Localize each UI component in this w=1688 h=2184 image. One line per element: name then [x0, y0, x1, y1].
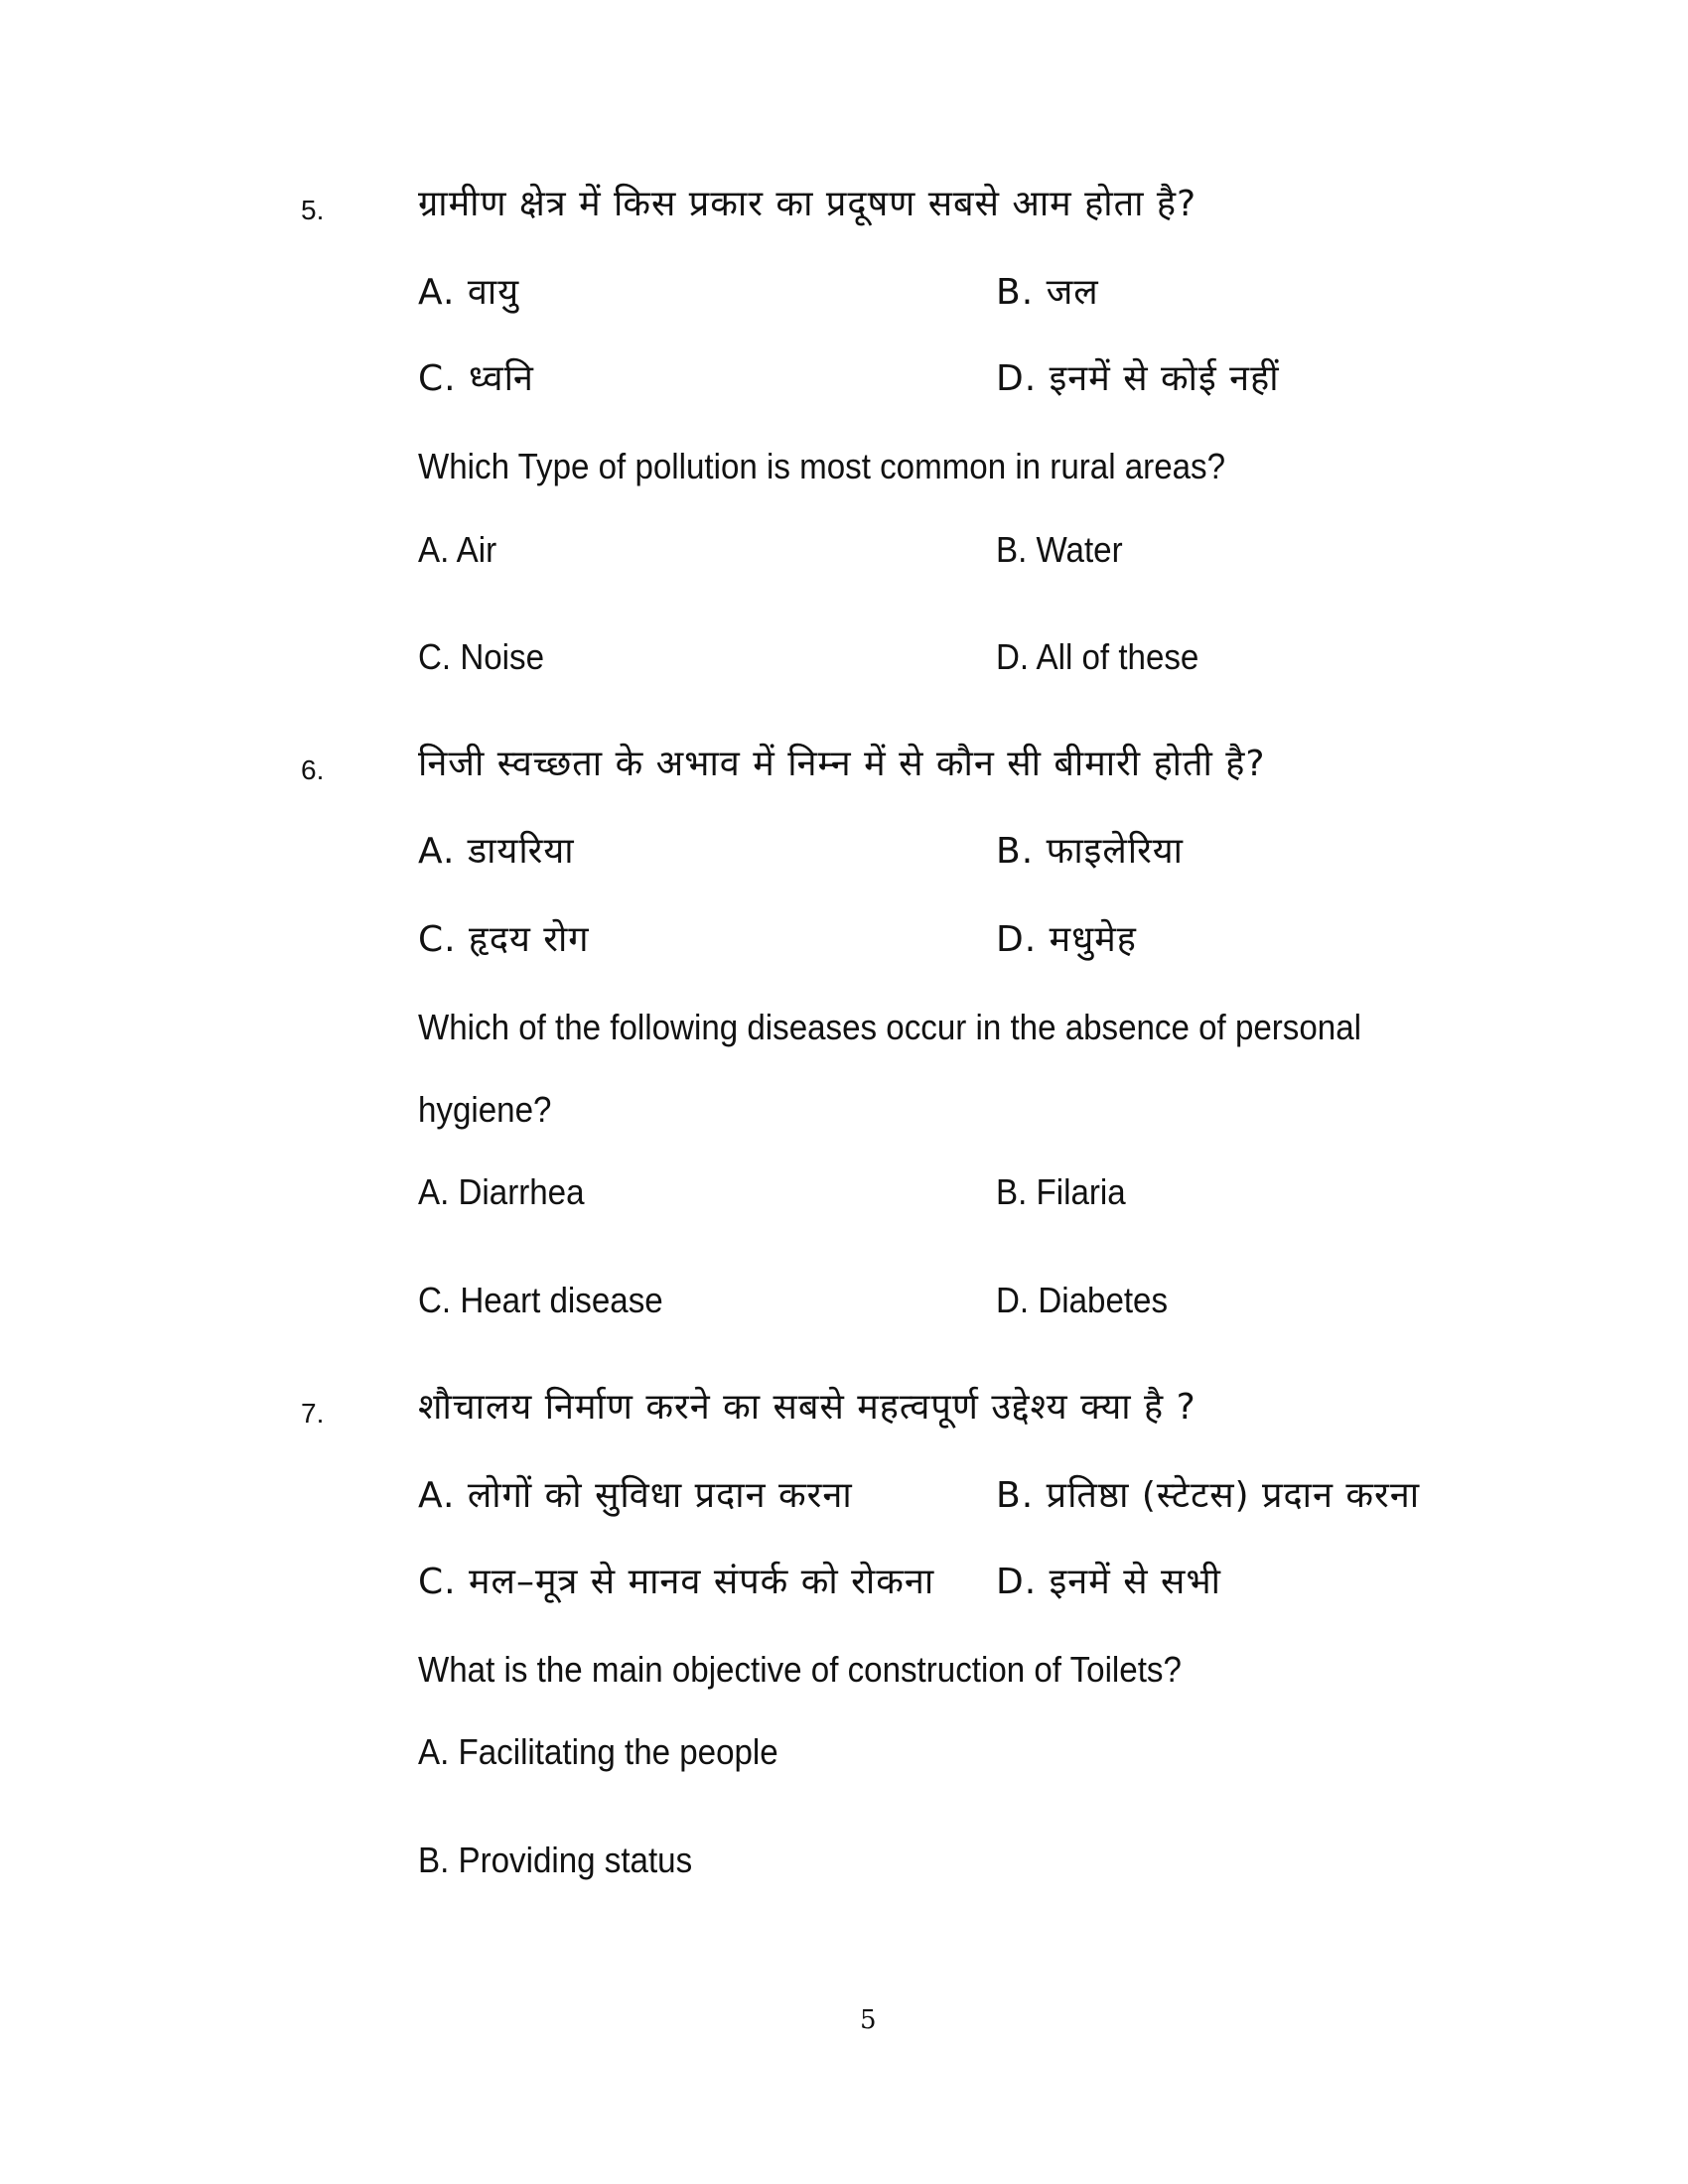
option-a-english: A. Air	[418, 529, 497, 570]
option-c-english: C. Noise	[418, 636, 545, 677]
option-d-english: D. Diabetes	[996, 1280, 1169, 1320]
option-a-hindi: A. डायरिया	[418, 831, 575, 872]
option-d-hindi: D. मधुमेह	[996, 919, 1137, 960]
option-a-english: A. Diarrhea	[418, 1171, 585, 1212]
question-text-english-line-1: Which of the following diseases occur in the absence of personal	[418, 1007, 1361, 1047]
option-c-hindi: C. ध्वनि	[418, 358, 534, 399]
option-d-hindi: D. इनमें से सभी	[996, 1562, 1221, 1602]
question-text-english-line-2: hygiene?	[418, 1089, 552, 1130]
option-b-english: B. Providing status	[418, 1840, 693, 1880]
option-b-hindi: B. जल	[996, 272, 1099, 313]
question-number: 7.	[301, 1398, 325, 1429]
question-text-hindi: निजी स्वच्छता के अभाव में निम्न में से कौन सी बीमारी होती है?	[418, 744, 1266, 784]
option-a-hindi: A. लोगों को सुविधा प्रदान करना	[418, 1475, 853, 1516]
option-c-hindi: C. मल–मूत्र से मानव संपर्क को रोकना	[418, 1562, 935, 1602]
option-b-english: B. Water	[996, 529, 1123, 570]
question-text-hindi: शौचालय निर्माण करने का सबसे महत्वपूर्ण उद्देश्य क्या है ?	[418, 1387, 1196, 1428]
option-a-hindi: A. वायु	[418, 272, 520, 313]
option-b-english: B. Filaria	[996, 1171, 1126, 1212]
option-c-english: C. Heart disease	[418, 1280, 663, 1320]
option-d-english: D. All of these	[996, 636, 1199, 677]
question-number: 6.	[301, 754, 325, 785]
question-text-hindi: ग्रामीण क्षेत्र में किस प्रकार का प्रदूषण सबसे आम होता है?	[418, 184, 1197, 224]
option-d-hindi: D. इनमें से कोई नहीं	[996, 358, 1280, 399]
page-number: 5	[860, 2005, 877, 2035]
question-text-english: Which Type of pollution is most common in rural areas?	[418, 446, 1226, 486]
question-number: 5.	[301, 195, 325, 225]
option-c-hindi: C. हृदय रोग	[418, 919, 590, 960]
option-b-hindi: B. प्रतिष्ठा (स्टेटस) प्रदान करना	[996, 1475, 1421, 1516]
option-a-english: A. Facilitating the people	[418, 1731, 778, 1772]
question-text-english: What is the main objective of construction of Toilets?	[418, 1649, 1182, 1690]
option-b-hindi: B. फाइलेरिया	[996, 831, 1185, 872]
